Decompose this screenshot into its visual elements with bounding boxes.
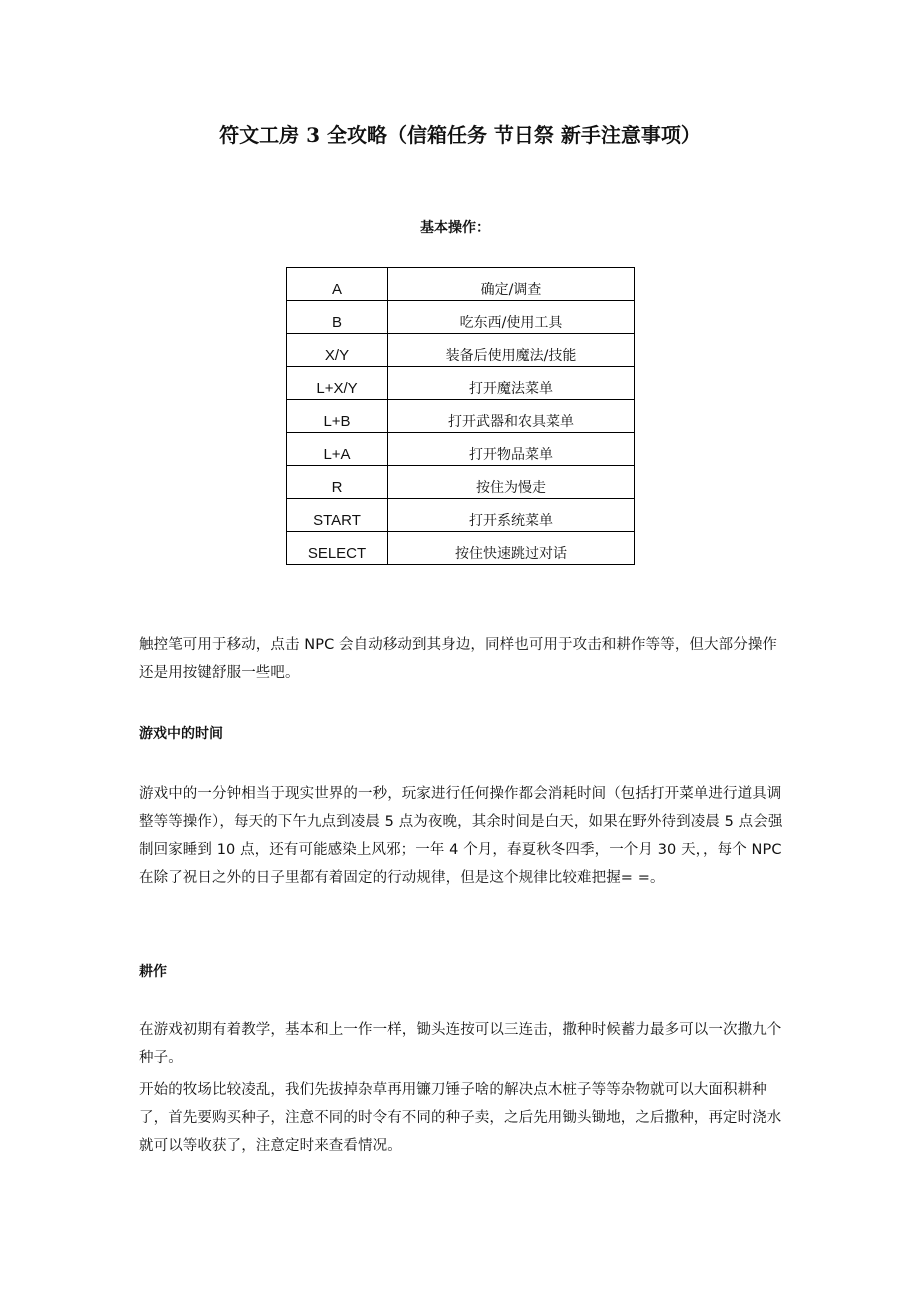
control-key: L+X/Y (287, 367, 388, 400)
farming-paragraph-2: 开始的牧场比较凌乱，我们先拔掉杂草再用镰刀锤子啥的解决点木桩子等等杂物就可以大面积耕种了，首先要购买种子，注意不同的时令有不同的种子卖，之后先用锄头锄地，之后撒种，再定时浇水就可以等收获了，注意定时来查看情况。 (139, 1082, 782, 1154)
control-action: 打开物品菜单 (388, 433, 635, 466)
table-row (287, 301, 635, 334)
control-action: 装备后使用魔法/技能 (388, 334, 635, 367)
touch-paragraph: 触控笔可用于移动，点击 NPC 会自动移动到其身边，同样也可用于攻击和耕作等等，但大部分操作还是用按键舒服一些吧。 (139, 637, 778, 681)
table-row (287, 466, 635, 499)
basic-ops-heading: 基本操作： (420, 220, 490, 236)
farming-paragraph-1: 在游戏初期有着教学，基本和上一作一样，锄头连按可以三连击，撒种时候蓄力最多可以一次撒九个种子。 (139, 1022, 782, 1066)
control-key: A (287, 268, 388, 301)
control-key: R (287, 466, 388, 499)
control-action: 打开魔法菜单 (388, 367, 635, 400)
control-key: X/Y (287, 334, 388, 367)
table-row (287, 334, 635, 367)
table-row (287, 268, 635, 301)
time-section-heading: 游戏中的时间 (139, 726, 223, 742)
table-row (287, 433, 635, 466)
page-title: 符文工房 3 全攻略（信箱任务 节日祭 新手注意事项） (219, 123, 701, 147)
time-section-paragraph: 游戏中的一分钟相当于现实世界的一秒，玩家进行任何操作都会消耗时间（包括打开菜单进行道具调整等等操作），每天的下午九点到凌晨 5 点为夜晚，其余时间是白天，如果在野外待到凌晨 5 点会强制回家睡到 10 点，还有可能感染上风邪；一年 4 个月，春夏秋冬四季，一个月 30 天，，每个 NPC 在除了祝日之外的日子里都有着固定的行动规律，但是这个规律比较难把握= =。 (139, 786, 783, 886)
control-key: SELECT (287, 532, 388, 565)
control-action: 打开武器和农具菜单 (388, 400, 635, 433)
table-row (287, 400, 635, 433)
control-action: 吃东西/使用工具 (388, 301, 635, 334)
control-key: B (287, 301, 388, 334)
table-row (287, 367, 635, 400)
control-action: 确定/调查 (388, 268, 635, 301)
control-action: 按住快速跳过对话 (388, 532, 635, 565)
control-action: 按住为慢走 (388, 466, 635, 499)
control-key: L+A (287, 433, 388, 466)
controls-table (286, 267, 635, 565)
control-key: L+B (287, 400, 388, 433)
table-row (287, 532, 635, 565)
farming-section-heading: 耕作 (139, 964, 167, 980)
control-key: START (287, 499, 388, 532)
control-action: 打开系统菜单 (388, 499, 635, 532)
table-row (287, 499, 635, 532)
